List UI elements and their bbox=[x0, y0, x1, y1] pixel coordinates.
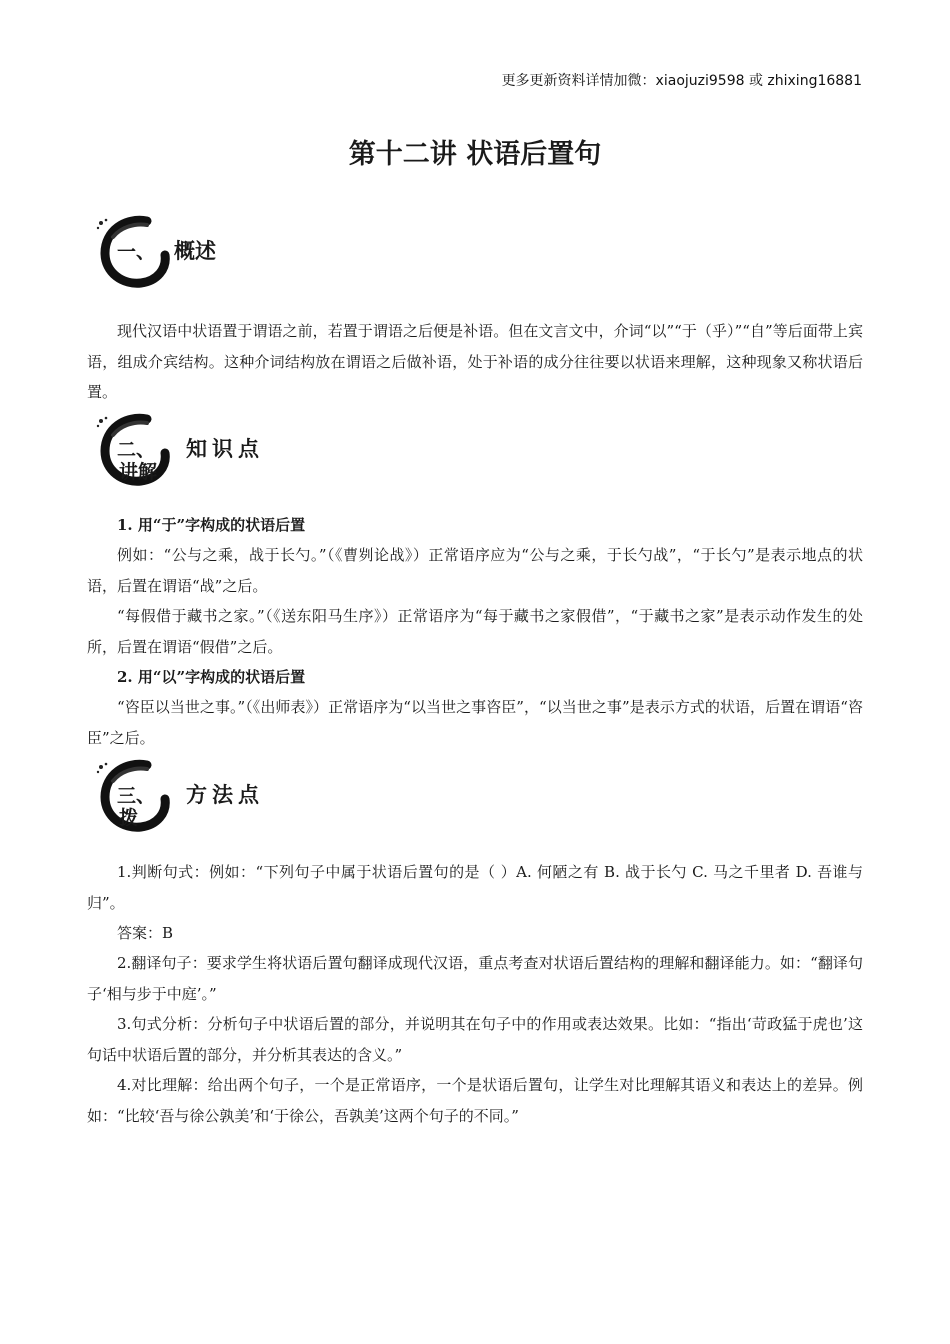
section-title: 知识点 bbox=[186, 437, 264, 461]
page-title: 第十二讲 状语后置句 bbox=[348, 139, 602, 170]
method-item-3: 3.句式分析：分析句子中状语后置的部分，并说明其在句子中的作用或表达效果。比如：“指出‘苛政猛于虎也’这句话中状语后置的部分，并分析其表达的含义。” bbox=[87, 1015, 863, 1064]
section-heading-overview bbox=[95, 215, 495, 295]
section-title: 方法点 bbox=[186, 783, 264, 807]
method-answer: 答案：B bbox=[117, 924, 174, 942]
overview-paragraph: 现代汉语中状语置于谓语之前，若置于谓语之后便是补语。但在文言文中，介词“以”“于（乎）”“自”等后面带上宾语，组成介宾结构。这种介词结构放在谓语之后做补语，处于补语的成分往往要以状语来理解，这种现象又称状语后置。 bbox=[87, 322, 863, 401]
knowledge-paragraph-2: “每假借于藏书之家。”（《送东阳马生序》）正常语序为“每于藏书之家假借”，“于藏书之家”是表示动作发生的处所，后置在谓语“假借”之后。 bbox=[87, 607, 863, 656]
knowledge-subheading-2: 2. 用“以”字构成的状语后置 bbox=[117, 668, 306, 686]
section-heading-knowledge bbox=[95, 413, 495, 493]
knowledge-paragraph-3: “咨臣以当世之事。”（《出师表》）正常语序为“以当世之事咨臣”，“以当世之事”是表示方式的状语，后置在谓语“咨臣”之后。 bbox=[87, 698, 863, 747]
method-item-4: 4.对比理解：给出两个句子，一个是正常语序，一个是状语后置句，让学生对比理解其语义和表达上的差异。例如：“比较‘吾与徐公孰美’和‘于徐公，吾孰美’这两个句子的不同。” bbox=[87, 1076, 863, 1125]
section-number-wrap: 讲解 bbox=[119, 461, 158, 483]
knowledge-subheading-1: 1. 用“于”字构成的状语后置 bbox=[117, 516, 306, 534]
section-number: 二、 bbox=[117, 439, 156, 461]
section-number: 一、 bbox=[117, 241, 156, 263]
section-title: 概述 bbox=[174, 239, 216, 263]
method-item-1: 1.判断句式：例如：“下列句子中属于状语后置句的是（ ）A. 何陋之有 B. 战于长勺 C. 马之千里者 D. 吾谁与归”。 bbox=[87, 863, 863, 912]
method-item-2: 2.翻译句子：要求学生将状语后置句翻译成现代汉语，重点考查对状语后置结构的理解和翻译能力。如：“翻译句子‘相与步于中庭’。” bbox=[87, 954, 863, 1003]
header-contact-note: 更多更新资料详情加微：xiaojuzi9598 或 zhixing16881 bbox=[501, 73, 862, 89]
section-number-wrap: 拨 bbox=[119, 807, 139, 829]
section-number: 三、 bbox=[117, 785, 156, 807]
section-heading-methods bbox=[95, 759, 495, 839]
knowledge-paragraph-1: 例如：“公与之乘，战于长勺。”（《曹刿论战》）正常语序应为“公与之乘，于长勺战”，“于长勺”是表示地点的状语，后置在谓语“战”之后。 bbox=[87, 546, 863, 595]
